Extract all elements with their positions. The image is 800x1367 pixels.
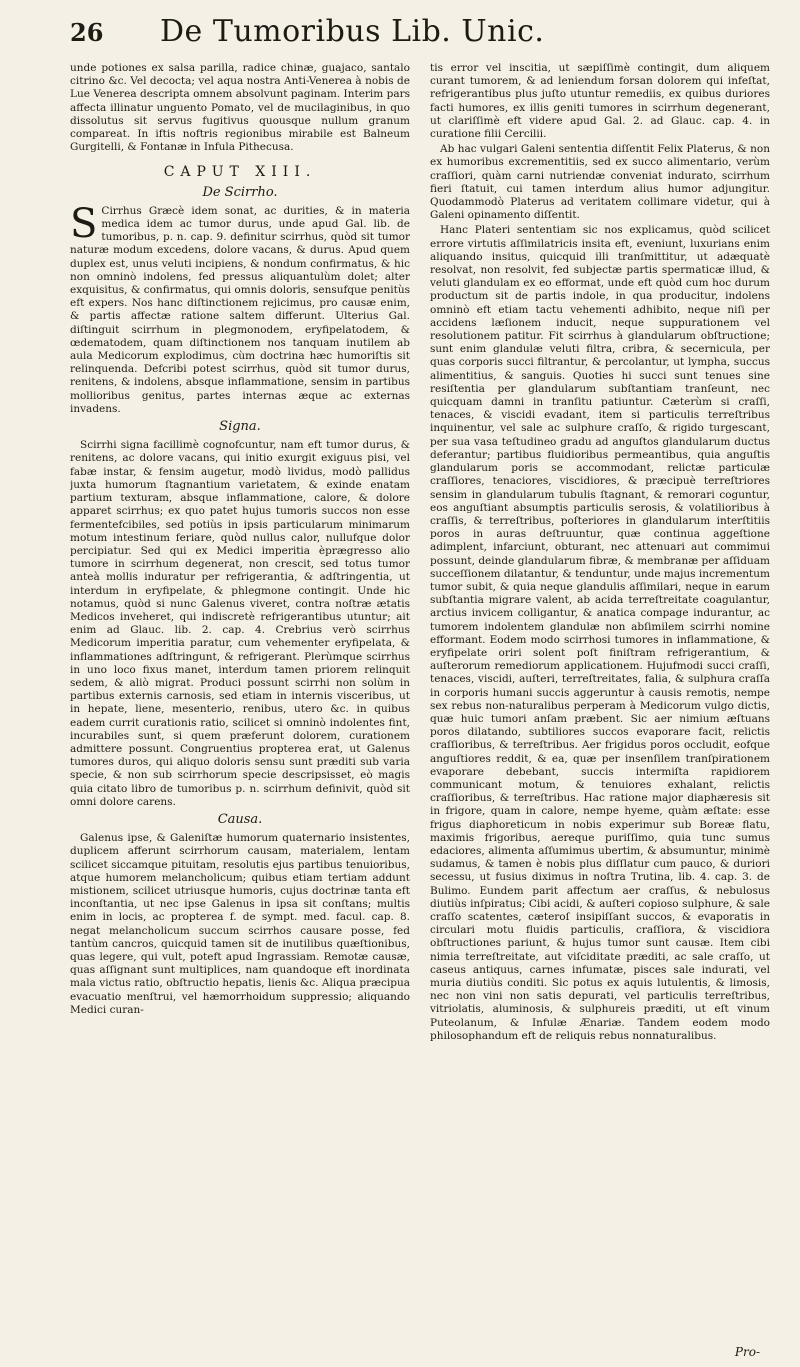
page-number: 26 bbox=[70, 18, 104, 47]
page-header bbox=[70, 14, 770, 54]
running-title: De Tumoribus Lib. Unic. bbox=[160, 14, 545, 49]
signa-paragraph: Scirrhi signa facillimè cognofcuntur, nam eft tumor durus, & renitens, ac dolore vacans, qui initio exurgit exiguus pisi, vel fabæ instar, & fensim augetur, modò lividus, modò pallidus juxta humorum ſtagnantium varietatem, & exinde enatam partium texturam, absque inflammatione, calore, & dolore apparet scirrhus; ex quo patet hujus tumoris succos non esse fermentefcibiles, sed potiùs in ipsis particularum minimarum motum intestinum feriare, quòd nullus calor, nullufque dolor percipiatur. Sed qui ex Medici imperitia èprægresso alio tumore in scirrhum degenerat, non crescit, sed totus tumor anteà mollis induratur per refrigerantia, & adſtringentia, ut interdum in eryfipelate, & phlegmone contingit. Unde hic notamus, quòd si nunc Galenus viveret, contra noſtræ ætatis Medicos inveheret, qui indiscretè refrigerantibus utuntur; ait enim ad Glauc. lib. 2. cap. 4. Crebrius verò scirrhus Medicorum imperitia paratur, cum vehementer eryfipelata, & inflammationes adſtringunt, & refrigerant. Plerùmque scirrhus in uno loco fixus manet, interdum tamen priorem relinquit sedem, & aliò migrat. Produci possunt scirrhi non solùm in partibus externis carnosis, sed etiam in internis visceribus, ut in hepate, liene, mesenterio, renibus, utero &c. in quibus eadem currit curationis ratio, scilicet si omninò indolentes fint, incurabiles sunt, si quem præferunt dolorem, curationem admittere possunt. Congruentius propterea erat, ut Galenus tumores duros, qui aliquo doloris sensu sunt præditi sub varia specie, & non sub scirrhorum specie descripsisset, eò magis quia citato libro de tumoribus p. n. scirrhum definivit, quòd sit omni dolore carens. bbox=[70, 439, 410, 808]
causa-heading: Causa. bbox=[217, 811, 263, 827]
intro-paragraph: unde potiones ex salsa parilla, radice chinæ, guajaco, santalo citrino &c. Vel decocta; vel aqua nostra Anti-Venerea à nobis de Lue Venerea descripta omnem absolvunt paginam. Interim pars affecta illinatur unguento Pomato, vel de mucilaginibus, in quo dissolutus sit servus fugitivus quousque nullum granum compareat. In iftis noftris regionibus mirabile est Balneum Gurgitelli, & Fontanæ in Infula Pithecusa. bbox=[70, 62, 410, 154]
catchword: Pro- bbox=[734, 1345, 760, 1359]
scirrhus-definition-paragraph bbox=[70, 200, 410, 416]
right-column bbox=[430, 62, 770, 1357]
scirrhus-definition-text: Cirrhus Græcè idem sonat, ac durities, & in materia medica idem ac tumor durus, unde apud Gal. lib. de tumoribus, p. n. cap. 9. definitur scirrhus, quòd sit tumor naturæ modum excedens, dolore vacans, & durus. Apud quem duplex est, unus veluti incipiens, & nondum confirmatus, & hic non omninò indolens, fed pressus aliquantulùm dolet; alter exquisitus, & confirmatus, qui omnis doloris, sensufque penitùs eft expers. Nos hanc diſtinctionem rejicimus, pro causæ enim, & partis affectæ ratione saltem differunt. Ulterius Gal. diſtinguit scirrhum in plegmonodem, eryfipelatodem, & œdematodem, quam diſtinctionem nos tanquam inutilem ab aula Medicorum explodimus, cùm doctrina hæc humoriſtis sit relinquenda. Defcribi potest scirrhus, quòd sit tumor durus, renitens, & indolens, absque inflammatione, sensim in partibus mollioribus genitus, partes internas æque ac externas invadens. bbox=[70, 204, 410, 415]
right-paragraph-1: tis error vel inscitia, ut sæpiſſimè contingit, dum aliquem curant tumorem, & ad leniendum forsan dolorem qui infeſtat, refrigerantibus plus juſto utuntur remediis, ex quibus duriores facti humores, ex illis geniti tumores in scirrhum degenerant, ut clariſſimè eft videre apud Gal. 2. ad Glauc. cap. 4. in curatione filii Cercilii. bbox=[430, 62, 770, 141]
drop-cap: S bbox=[70, 200, 98, 247]
left-column bbox=[70, 62, 410, 1357]
right-paragraph-2: Ab hac vulgari Galeni sententia diſſentit Felix Platerus, & non ex humoribus excrementitiis, sed ex succo alimentario, verùm craſſiori, quàm carni nutriendæ conveniat indurato, scirrhum fieri ſtatuit, cui tamen interdum alius humor adjungitur. Quodammodò Platerus ad veritatem collimare videtur, qui à Galeni opinamento diſſentit. bbox=[430, 143, 770, 222]
right-paragraph-3: Hanc Plateri sententiam sic nos explicamus, quòd scilicet errore virtutis aſſimilatricis insita eft, eveniunt, luxurians enim aliquando insitus, quicquid illi tranſmittitur, ut adæquatè resolvat, non resolvit, fed subjectæ partis spermaticæ illud, & veluti glandulam ex eo efformat, unde eft quòd cum hoc durum productum sit de partis indole, in qua producitur, indolens omninò eft etiam tactu vehementi adhibito, neque niſi per accidens læſionem inducit, neque suppurationem vel resolutionem patitur. Fit scirrhus à glandularum obſtructione; sunt enim glandulæ veluti filtra, cribra, & secernicula, per quas corporis succi filtrantur, & percolantur, ut lympha, succus alimentitius, & sanguis. Quoties hi succi sunt tenues sine resiſtentia per glandularum subſtantiam tranſeunt, nec quicquam damni in tranſitu patiuntur. Cæterùm si craſſi, tenaces, & viscidi evadant, item si particulis terreſtribus inquinentur, vel sale ac sulphure craſſo, & rigido turgescant, per sua vasa teſtudineo gradu ad anguſtos glandularum ductus deferantur; partibus fluidioribus permeantibus, quia anguſtis glandularum poris se accommodant, relictæ particulæ craſſiores, tenaciores, viscidiores, & præcipuè terreſtriores sensim in glandularum tubulis ſtagnant, & remorari coguntur, eos anguſtiant absumptis particulis serosis, & volatilioribus à craſſis, & terreſtribus, poſteriores in glandularum interſtitiis poros in auras deſtruuntur, quæ continua aggeſtione adimplent, infarciunt, obturant, nec attenuari aut commimui possunt, deinde glandularum fibræ, & membranæ per aſſiduam succeſſionem dilatantur, & tenduntur, unde majus incrementum tumor subit, & quia neque glandulis aſſimilari, neque in earum subſtantia migrare valent, ab acida terreſtreitate coagulantur, arctius invicem colligantur, & anatica compage indurantur, ac tumorem indolentem glandulæ non abſimilem scirrhi nomine efformant. Eodem modo scirrhosi tumores in inflammatione, & eryfipelate oriri solent poſt finiſtram refrigerantium, & auſterorum remediorum applicationem. Hujufmodi succi craſſi, tenaces, viscidi, auſteri, terreſtreitates, falia, & sulphura craſſa in corporis humani succis aggeruntur à causis remotis, nempe sex rebus non-naturalibus perperam à Medicorum vulgo dictis, quæ huic tumori anſam præbent. Sic aer nimium æſtuans poros dilatando, subtiliores succos evaporare facit, relictis craſſioribus, & terreſtribus. Aer frigidus poros occludit, eofque anguſtiores reddit, & ea, quæ per insenſilem tranſpirationem evaporare debebant, succis intermiſta rapidiorem communicant motum, & tenuiores exhalant, relictis craſſioribus, & terreſtribus. Hac ratione major diaphæresis sit in frigore, quam in calore, nempe hyeme, quàm æſtate: esse frigus diaphoreticum in nobis experimur sub Boreæ flatu, maximis frigoribus, aereque puriſſimo, quia tunc sumus edaciores, alimenta aſſumimus ubertim, & absumuntur, minimè sudamus, & tamen è nobis plus diſſlatur cum pauco, & duriori secessu, ut fusius diximus in noſtra Trutina, lib. 4. cap. 3. de Bulimo. Eundem parit affectum aer craſſus, & nebulosus diutiùs inſpiratus; Cibi acidi, & auſteri copioso sulphure, & sale craſſo scatentes, cæteroſ insipiſſant succos, & evaporatis in circulari motu fluidis particulis, craſſiora, & viscidiora obſtructiones pariunt, & hujus tumor sunt causæ. Item cibi nimia terreſtreitate, aut viſciditate præditi, ac sale craſſo, ut caseus antiquus, carnes infumatæ, pisces sale indurati, vel muria diutiùs conditi. Sic potus ex aquis lutulentis, & limosis, nec non vini non satis depurati, vel particulis terreſtribus, vitriolatis, aluminosis, & sulphureis præditi, ut eſt vinum Puteolanum, & Infulæ Ænariæ. Tandem eodem modo philosophandum eft de reliquis rebus nonnaturalibus. bbox=[430, 224, 770, 1042]
chapter-title: CAPUT XIII. bbox=[163, 164, 317, 181]
chapter-subtitle: De Scirrho. bbox=[202, 184, 278, 200]
signa-heading: Signa. bbox=[219, 419, 261, 435]
causa-paragraph: Galenus ipse, & Galeniſtæ humorum quaternario insistentes, duplicem afferunt scirrhorum causam, materialem, lentam scilicet siccamque pituitam, resolutis ejus partibus tenuioribus, atque humorem melancholicum; quibus etiam tertiam addunt mistionem, scilicet utriusque humoris, cujus doctrinæ tanta eft inconſtantia, ut nec ipse Galenus in ipsa sit conſtans; multis enim in locis, ac propterea f. de sympt. med. facul. cap. 8. negat melancholicum succum scirrhos causare posse, fed tantùm cancros, quicquid tamen sit de inutilibus quæſtionibus, quas legere, qui vult, poteft apud Ingrassiam. Remotæ causæ, quas aſſignant sunt multiplices, nam quandoque eft inordinata mala victus ratio, obſtructio hepatis, lienis &c. Aliqua præcipua evacuatio menſtrui, vel hæmorrhoidum suppressio; aliquando Medici curan- bbox=[70, 832, 410, 1016]
